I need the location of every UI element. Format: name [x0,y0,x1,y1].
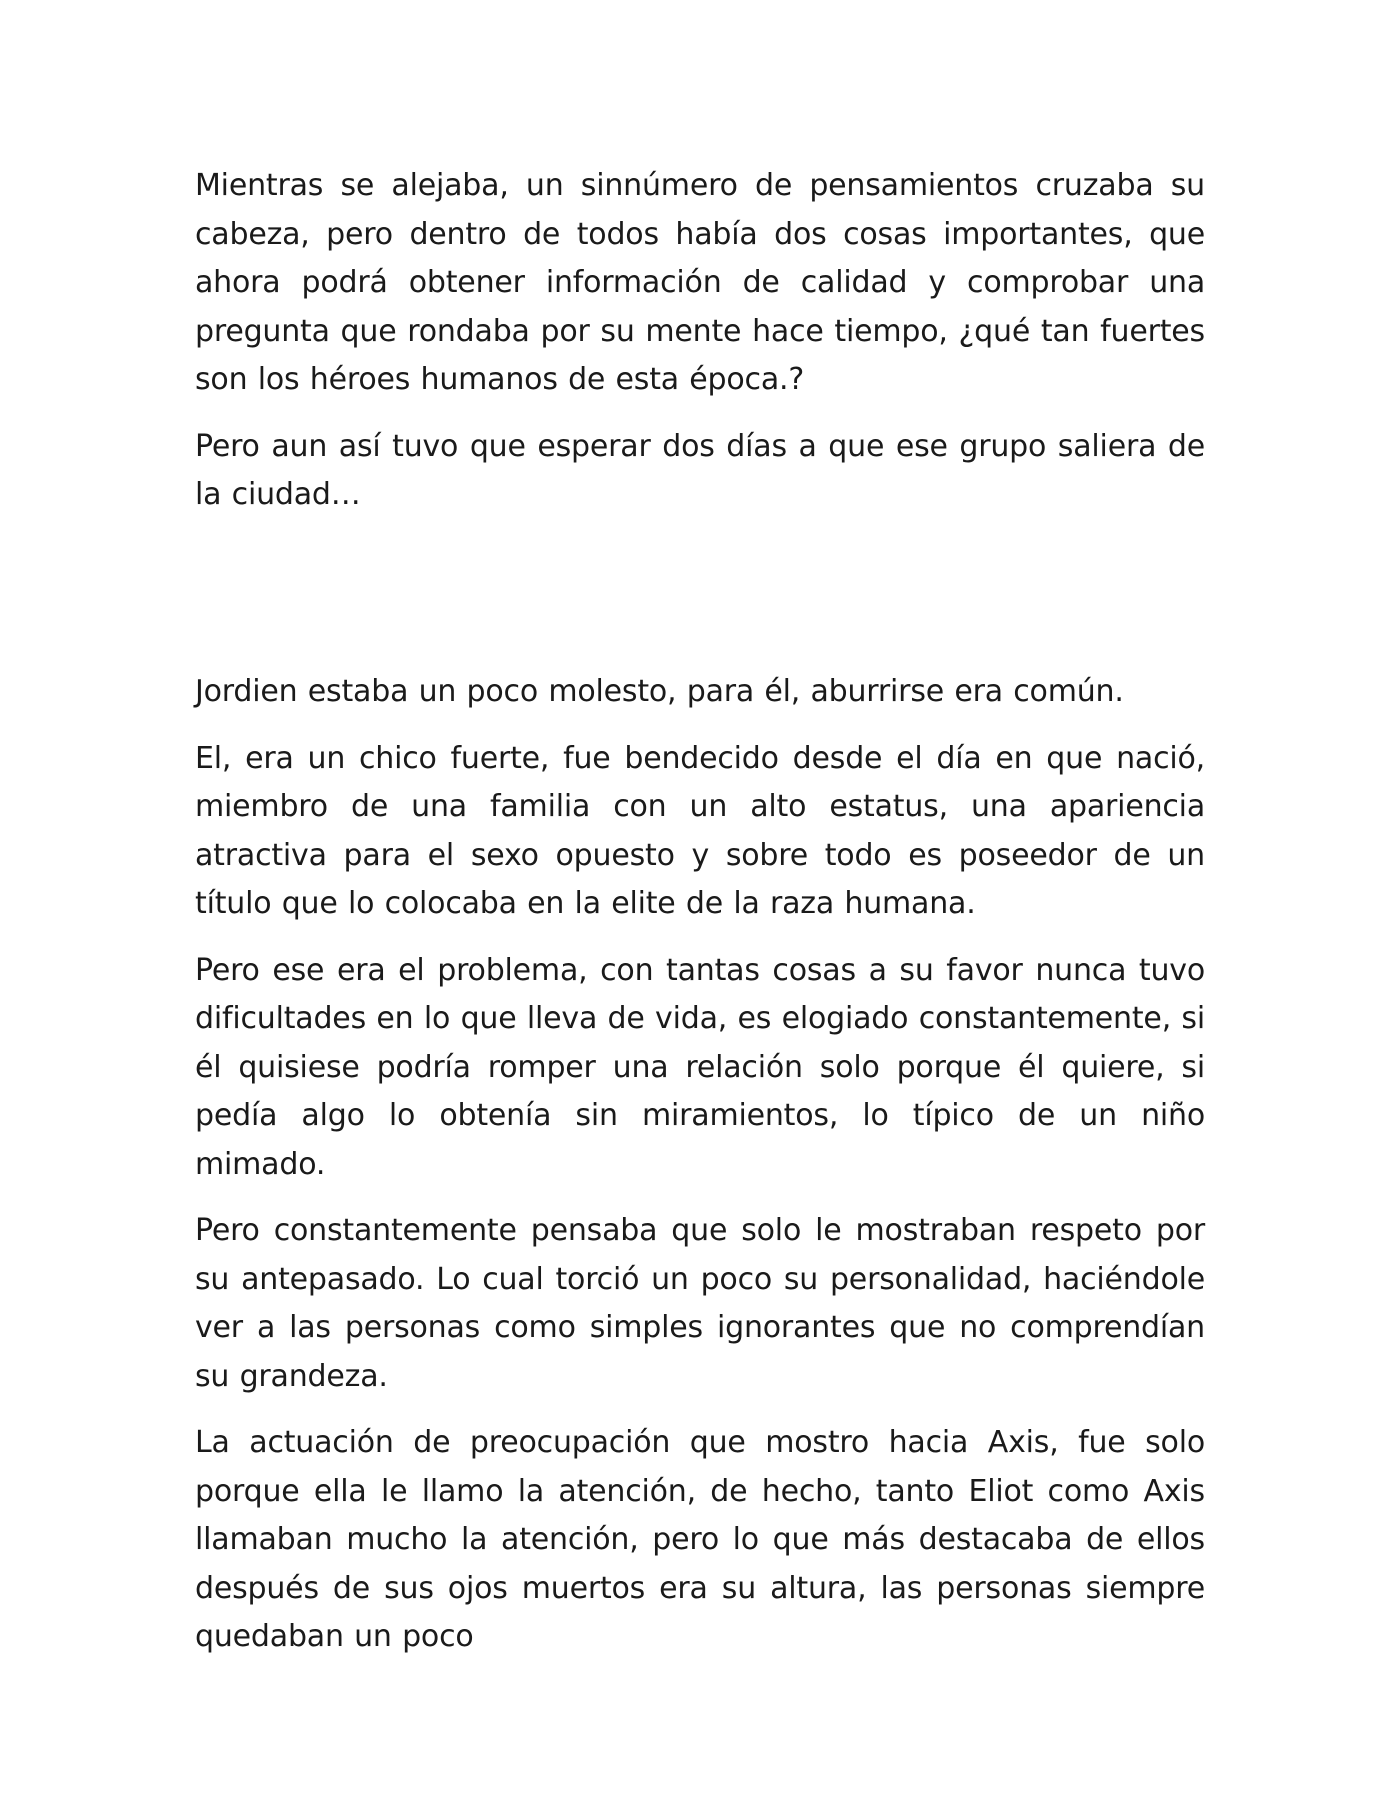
paragraph: El, era un chico fuerte, fue bendecido desde el día en que nació, miembro de una familia con un alto estatus, una apariencia atractiva para el sexo opuesto y sobre todo es poseedor de un título que lo colocaba en la elite de la raza humana. [195,740,1205,921]
paragraph: Pero aun así tuvo que esperar dos días a que ese grupo saliera de la ciudad… [195,428,1205,512]
paragraph: Pero constantemente pensaba que solo le mostraban respeto por su antepasado. Lo cual torció un poco su personalidad, haciéndole ver a las personas como simples ignorantes que no comprendían su grandeza. [195,1213,1205,1394]
section-2 [195,668,1205,1680]
section-1 [195,162,1205,538]
paragraph: Mientras se alejaba, un sinnúmero de pensamientos cruzaba su cabeza, pero dentro de todos había dos cosas importantes, que ahora podrá obtener información de calidad y comprobar una pregunta que rondaba por su mente hace tiempo, ¿qué tan fuertes son los héroes humanos de esta época.? [195,168,1205,397]
paragraph: Pero ese era el problema, con tantas cosas a su favor nunca tuvo dificultades en lo que lleva de vida, es elogiado constantemente, si él quisiese podría romper una relación solo porque él quiere, si pedía algo lo obtenía sin miramientos, lo típico de un niño mimado. [195,952,1205,1182]
paragraph: Jordien estaba un poco molesto, para él, aburrirse era común. [195,674,1124,709]
paragraph: La actuación de preocupación que mostro hacia Axis, fue solo porque ella le llamo la atención, de hecho, tanto Eliot como Axis llamaban mucho la atención, pero lo que más destacaba de ellos después de sus ojos muertos era su altura, las personas siempre quedaban un poco [195,1425,1205,1654]
